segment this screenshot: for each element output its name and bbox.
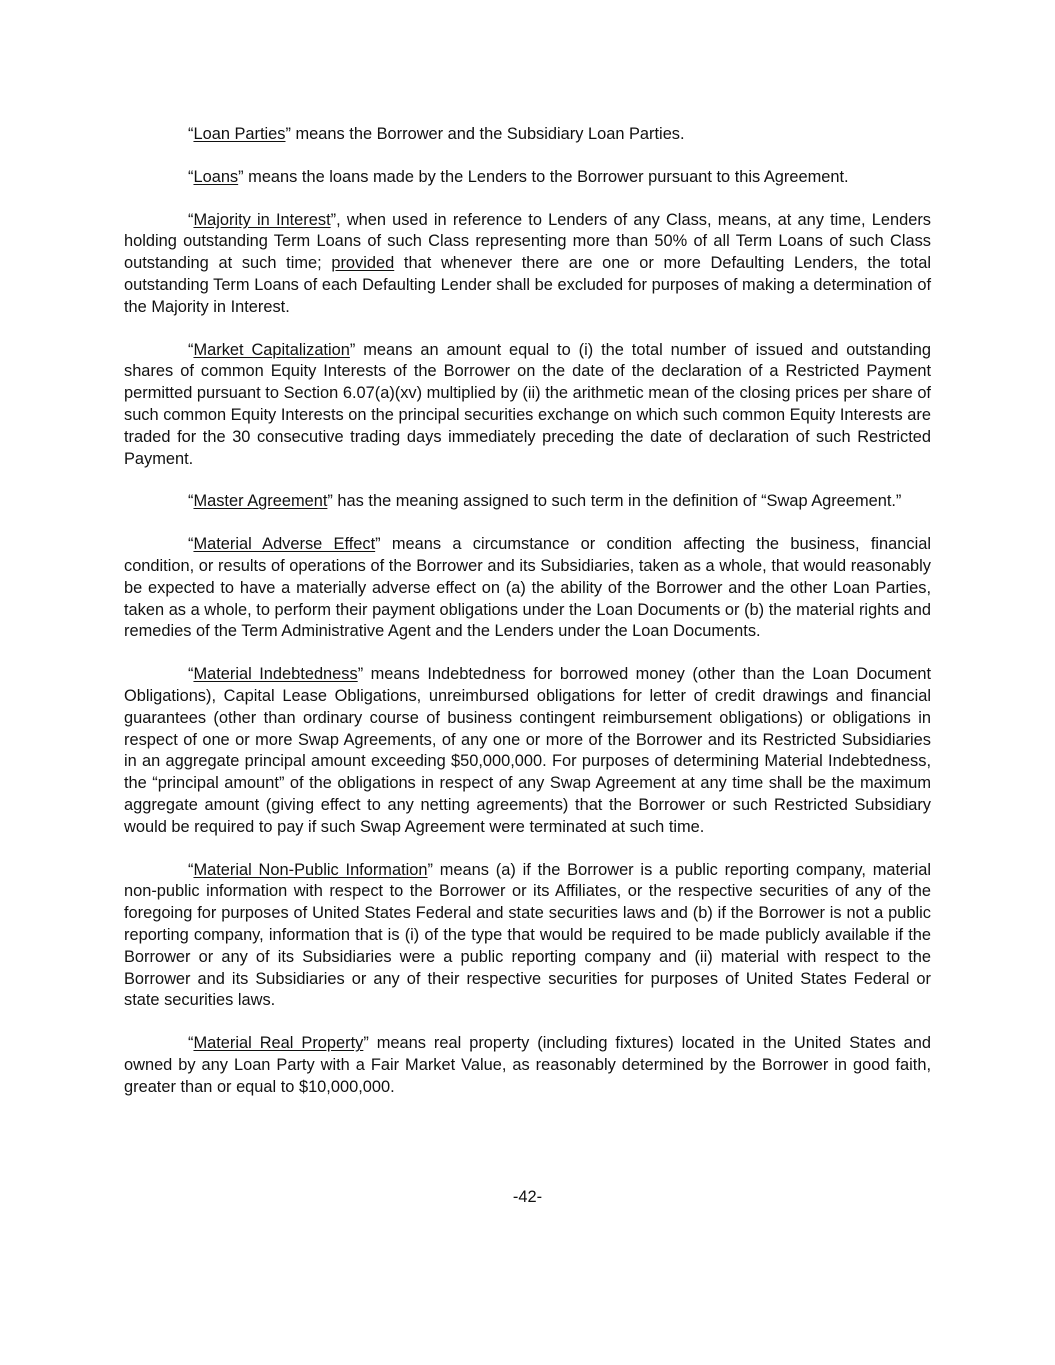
close-quote: ”	[238, 167, 244, 186]
defined-term: Material Indebtedness	[193, 665, 358, 684]
definition-text-continued: that whenever there are one or more Defaulting Lenders, the total outstanding Term Loans of each Defaulting Lender shall be excluded for purposes of making a determination of the Majority in Interest.	[124, 254, 931, 316]
definition-text: means Indebtedness for borrowed money (other than the Loan Document Obligations), Capital Lease Obligations, unreimbursed obligations for letter of credit drawings and financial guarantees (other than ordinary course of business contingent reimbursement obligations) or obligations in respect of one or more Swap Agreements, of any one or more of the Borrower and its Restricted Subsidiaries in an aggregate principal amount exceeding $50,000,000. For purposes of determining Material Indebtedness, the “principal amount” of the obligations in respect of any Swap Agreement at any time shall be the maximum aggregate amount (giving effect to any netting agreements) that the Borrower or such Restricted Subsidiary would be required to pay if such Swap Agreement were terminated at such time.	[124, 665, 931, 836]
definition-text: , when used in reference to Lenders of any Class, means, at any time, Lenders holding outstanding Term Loans of such Class representing more than 50% of all Term Loans of such Class outstanding at such time;	[124, 210, 931, 273]
close-quote: ”	[363, 1034, 369, 1053]
close-quote: ”	[349, 340, 356, 359]
close-quote: ”	[285, 125, 291, 143]
open-quote: “	[188, 210, 194, 229]
open-quote: “	[188, 492, 194, 511]
definition-majority-in-interest	[124, 210, 931, 319]
open-quote: “	[188, 535, 194, 554]
provided-keyword: provided	[331, 254, 395, 273]
open-quote: “	[188, 1034, 194, 1053]
defined-term: Material Real Property	[193, 1034, 364, 1053]
definition-material-indebtedness	[124, 664, 931, 838]
defined-term: Loan Parties	[193, 125, 286, 143]
open-quote: “	[188, 167, 194, 186]
definition-material-non-public-information	[124, 860, 931, 1013]
definition-material-adverse-effect	[124, 534, 931, 643]
defined-term: Master Agreement	[193, 492, 328, 511]
definition-loans	[124, 167, 931, 189]
document-page	[124, 124, 931, 1119]
definition-text: means an amount equal to (i) the total number of issued and outstanding shares of common Equity Interests of the Borrower on the date of the declaration of a Restricted Payment permitted pursuant to Section 6.07(a)(xv) multiplied by (ii) the arithmetic mean of the closing prices per share of such common Equity Interests on the principal securities exchange on which such common Equity Interests are traded for the 30 consecutive trading days immediately preceding the date of declaration of such Restricted Payment.	[124, 340, 932, 468]
defined-term: Material Adverse Effect	[193, 535, 376, 554]
open-quote: “	[188, 125, 194, 143]
page-number: -42-	[512, 1188, 543, 1206]
defined-term: Material Non-Public Information	[193, 860, 428, 879]
close-quote: ”	[357, 665, 364, 684]
definition-text: means the Borrower and the Subsidiary Loan Parties.	[290, 125, 685, 143]
defined-term: Loans	[193, 167, 239, 186]
close-quote: ”	[375, 535, 381, 554]
close-quote: ”	[427, 860, 433, 879]
definition-loan-parties	[124, 124, 931, 146]
definition-text: means (a) if the Borrower is a public reporting company, material non-public information with respect to the Borrower or its Affiliates, or the respective securities of any of the foregoing for purposes of United States Federal and state securities laws and (b) if the Borrower is not a public reporting company, information that is (i) of the type that would be required to be made publicly available if the Borrower or any of its Subsidiaries were a public reporting company and (ii) material with respect to the Borrower and its Subsidiaries or any of their respective securities for purposes of United States Federal or state securities laws.	[124, 860, 931, 1010]
open-quote: “	[188, 340, 194, 359]
close-quote: ”	[330, 210, 337, 229]
defined-term: Majority in Interest	[193, 210, 331, 229]
close-quote: ”	[327, 492, 333, 511]
defined-term: Market Capitalization	[193, 340, 350, 359]
open-quote: “	[188, 665, 194, 684]
definition-text: means the loans made by the Lenders to the Borrower pursuant to this Agreement.	[243, 167, 849, 186]
definition-market-capitalization	[124, 340, 931, 471]
definition-text: means a circumstance or condition affecting the business, financial condition, or results of operations of the Borrower and its Subsidiaries, taken as a whole, that would reasonably be expected to have a materially adverse effect on (a) the ability of the Borrower and the other Loan Parties, taken as a whole, to perform their payment obligations under the Loan Documents or (b) the material rights and remedies of the Term Administrative Agent and the Lenders under the Loan Documents.	[124, 535, 931, 641]
definition-master-agreement	[124, 491, 931, 513]
definition-material-real-property	[124, 1033, 931, 1098]
definition-text: means real property (including fixtures) located in the United States and owned by any Loan Party with a Fair Market Value, as reasonably determined by the Borrower in good faith, greater than or equal to $10,000,000.	[124, 1034, 932, 1096]
definition-text: has the meaning assigned to such term in the definition of “Swap Agreement.”	[332, 492, 902, 511]
open-quote: “	[188, 860, 194, 879]
